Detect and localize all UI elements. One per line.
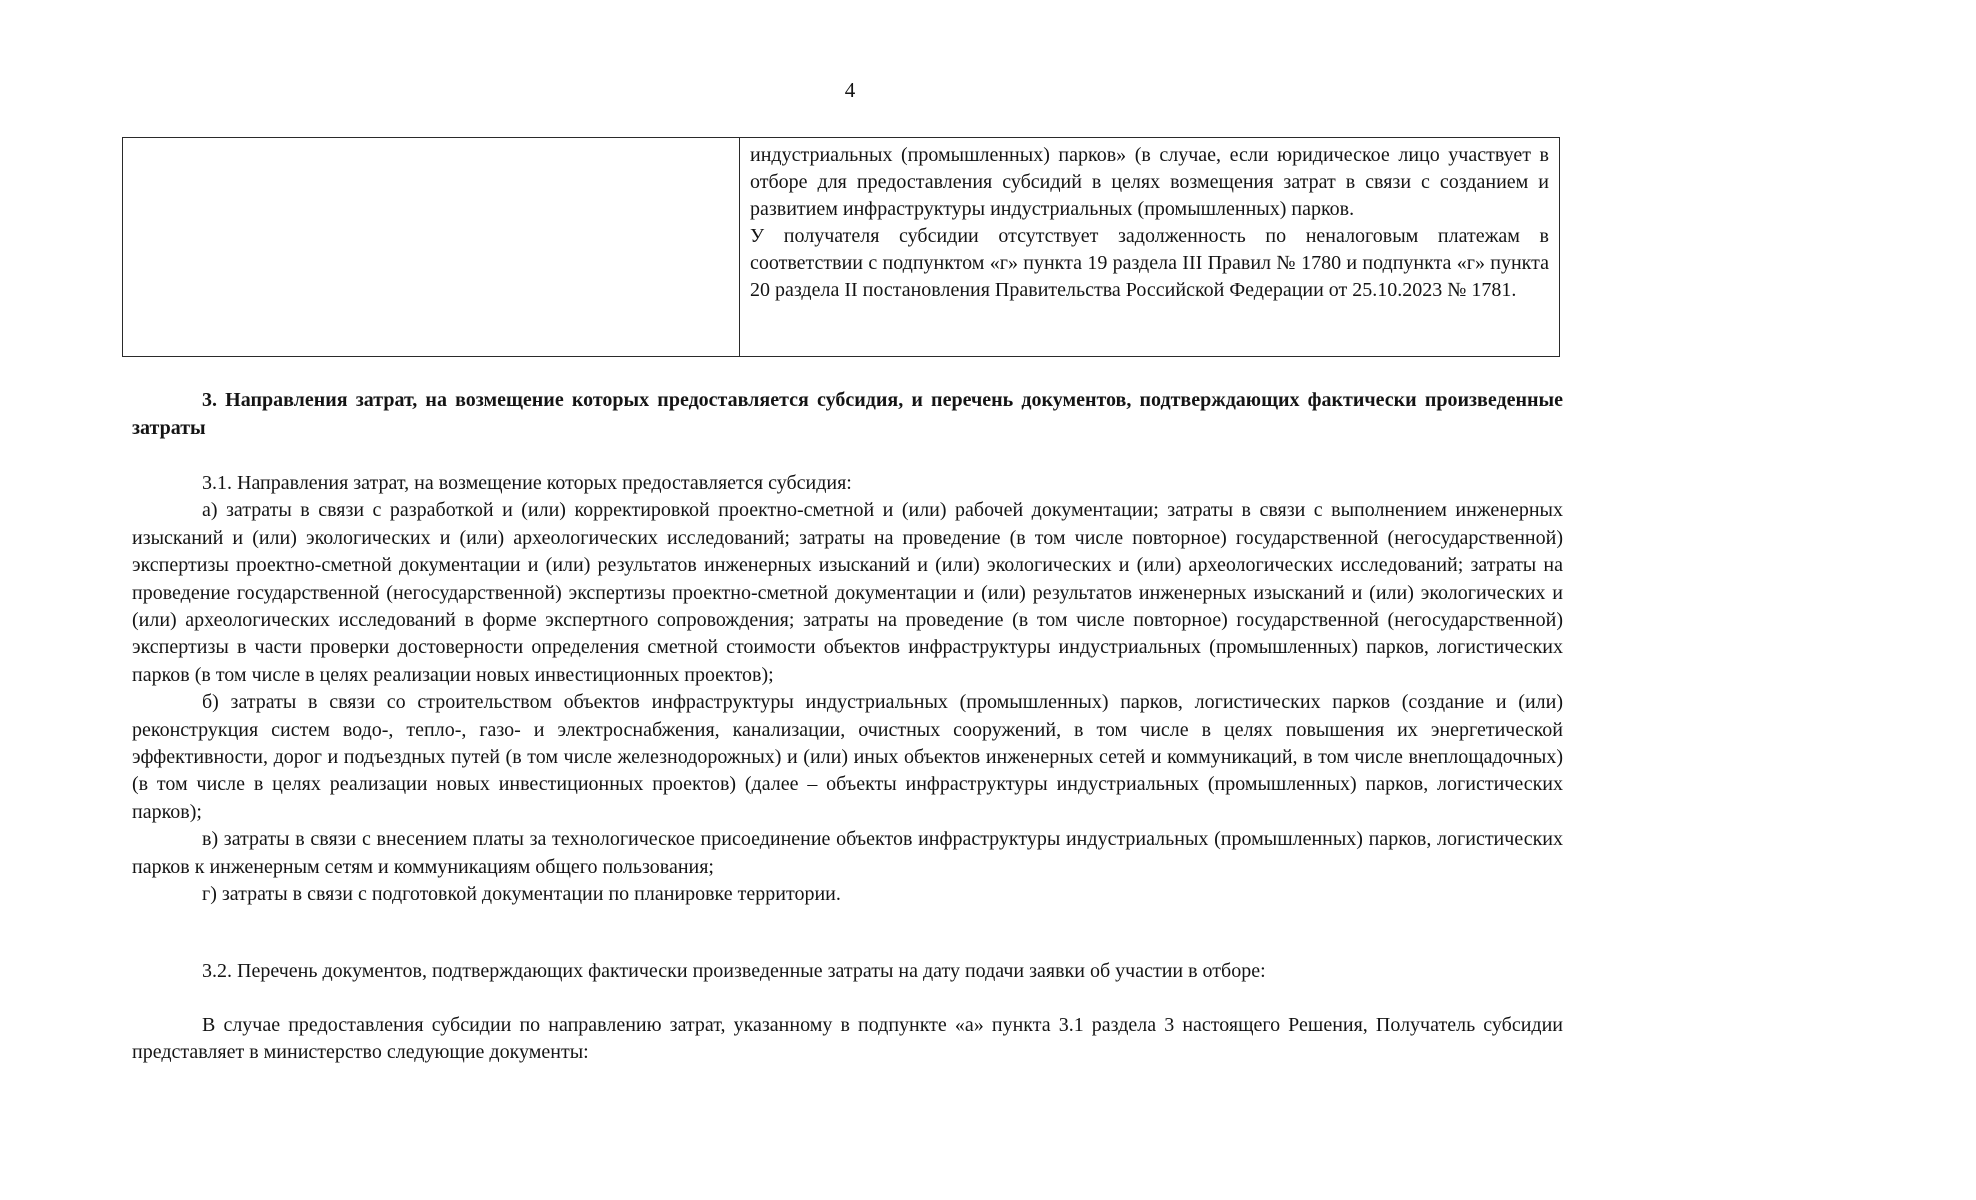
section-case-block (132, 1012, 1563, 1067)
table-cell-paragraph: индустриальных (промышленных) парков» (в случае, если юридическое лицо участвует в отборе для предоставления субсидий в целях возмещения затрат в связи с созданием и развитием инфраструктуры индустриальных (промышленных) парков. (750, 144, 1549, 220)
continuation-table (122, 137, 1560, 357)
table-cell-left-empty (123, 138, 740, 357)
section-heading: 3. Направления затрат, на возмещение которых предоставляется субсидия, и перечень документов, подтверждающих фактически произведенные затраты (132, 389, 1563, 439)
section-3-2-block (132, 958, 1563, 985)
table-row (123, 138, 1560, 357)
list-item-a: а) затраты в связи с разработкой и (или) корректировкой проектно-сметной и (или) рабочей документации; затраты в связи с выполнением инженерных изысканий и (или) экологических и (или) археологических исследований; затраты на проведение (в том числе повторное) государственной (негосударственной) экспертизы проектно-сметной документации и (или) результатов инженерных изысканий и (или) экологических и (или) археологических исследований; затраты на проведение государственной (негосударственной) экспертизы проектно-сметной документации и (или) результатов инженерных изысканий и (или) экологических и (или) археологических исследований в форме экспертного сопровождения; затраты на проведение (в том числе повторное) государственной (негосударственной) экспертизы в части проверки достоверности определения сметной стоимости объектов инфраструктуры индустриальных (промышленных) парков, логистических парков (в том числе в целях реализации новых инвестиционных проектов); (132, 499, 1563, 686)
section-3-1-block (132, 470, 1563, 909)
list-item-g: г) затраты в связи с подготовкой документации по планировке территории. (202, 883, 841, 906)
paragraph-3-2: 3.2. Перечень документов, подтверждающих фактически произведенные затраты на дату подачи заявки об участии в отборе: (202, 960, 1266, 982)
paragraph-3-1-intro: 3.1. Направления затрат, на возмещение которых предоставляется субсидия: (202, 472, 852, 494)
list-item-v: в) затраты в связи с внесением платы за технологическое присоединение объектов инфраструктуры индустриальных (промышленных) парков, логистических парков к инженерным сетям и коммуникациям общего пользования; (132, 828, 1563, 878)
page-number: 4 (844, 78, 856, 102)
table-cell-right (740, 138, 1560, 357)
list-item-b: б) затраты в связи со строительством объектов инфраструктуры индустриальных (промышленных) парков, логистических парков (создание и (или) реконструкция систем водо-, тепло-, газо- и электроснабжения, канализации, очистных сооружений, в том числе в целях повышения их энергетической эффективности, дорог и подъездных путей (в том числе железнодорожных) и (или) иных объектов инженерных сетей и коммуникаций, в том числе внеплощадочных) (в том числе в целях реализации новых инвестиционных проектов) (далее – объекты инфраструктуры индустриальных (промышленных) парков, логистических парков); (132, 691, 1563, 823)
table-cell-paragraph: У получателя субсидии отсутствует задолженность по неналоговым платежам в соответствии с подпунктом «г» пункта 19 раздела III Правил № 1780 и подпункта «г» пункта 20 раздела II постановления Правительства Российской Федерации от 25.10.2023 № 1781. (750, 225, 1549, 301)
paragraph-case: В случае предоставления субсидии по направлению затрат, указанному в подпункте «а» пункта 3.1 раздела 3 настоящего Решения, Получатель субсидии представляет в министерство следующие документы: (132, 1014, 1563, 1064)
